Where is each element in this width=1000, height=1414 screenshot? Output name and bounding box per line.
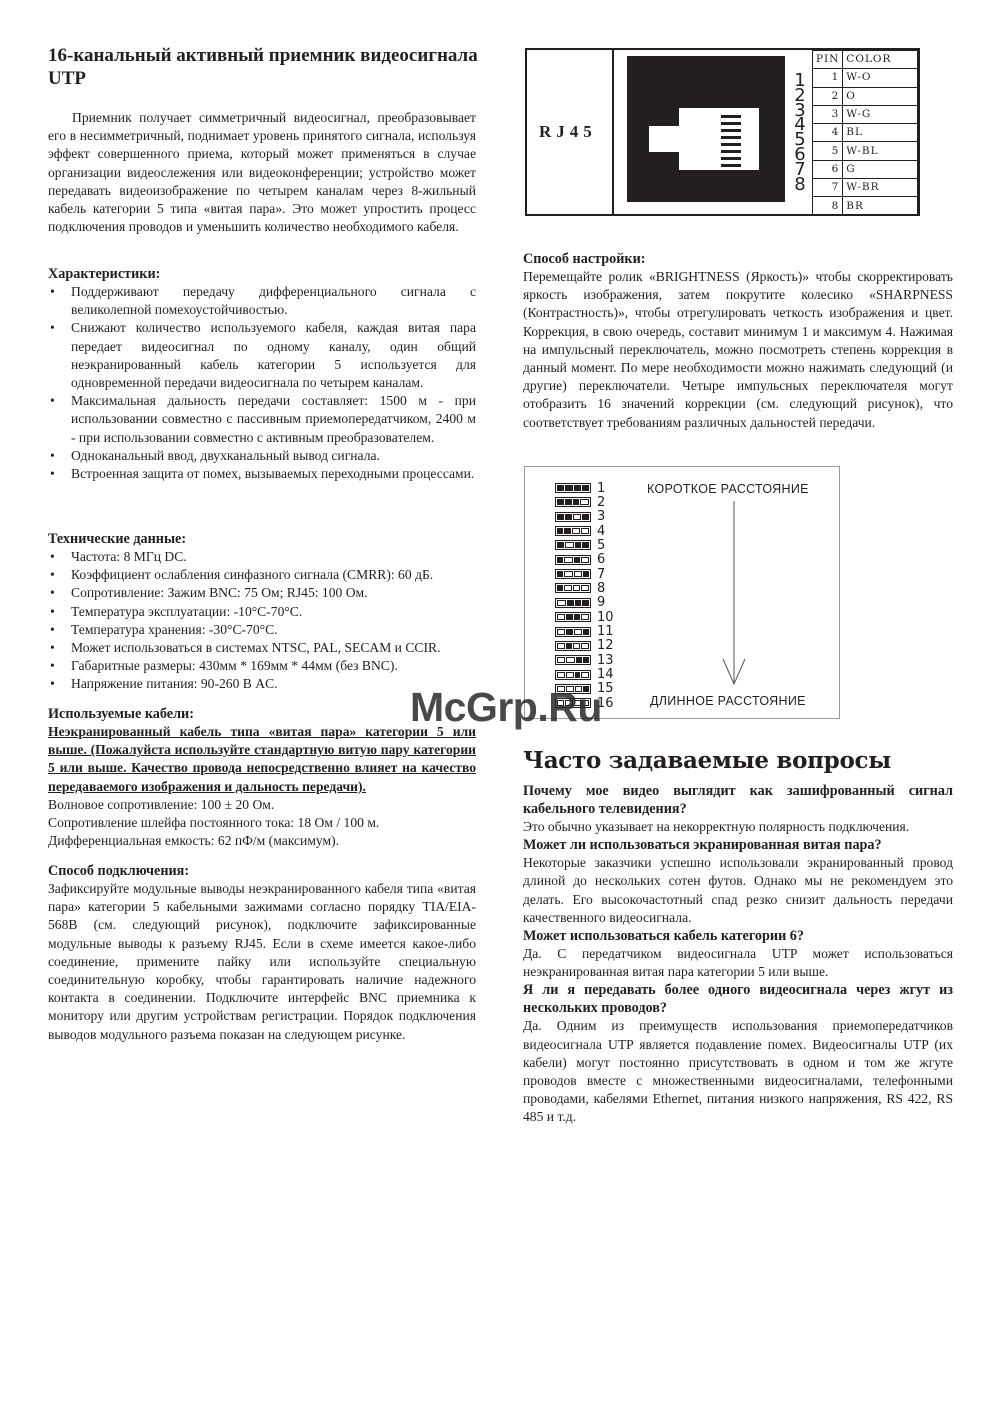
cables-line: Сопротивление шлейфа постоянного тока: 18 Ом / 100 м.: [48, 815, 380, 831]
switch-row: [555, 668, 614, 682]
pin-cell: 5: [813, 142, 843, 160]
color-cell: W-BR: [843, 179, 918, 197]
table-row: [813, 69, 918, 87]
table-header-row: [813, 51, 918, 69]
faq-answer: Некоторые заказчики успешно использовали экранированный провод длиной до нескольких сотен футов. Однако мы не рекомендуем это делать. Его высокочастотный спад резко снизит дальность передачи качественного видеосигнала.: [523, 855, 953, 925]
switch-row: [555, 495, 605, 509]
list-item: • Одноканальный ввод, двухканальный вывод сигнала.: [48, 447, 476, 465]
dip-switch-icon: [555, 598, 591, 608]
table-row: [813, 160, 918, 178]
table-row: [813, 124, 918, 142]
list-item: • Температура эксплуатации: -10°C-70°C.: [48, 603, 476, 621]
long-distance-label: ДЛИННОЕ РАССТОЯНИЕ: [650, 694, 806, 708]
faq-answer: Да. Одним из преимуществ использования приемопередатчиков видеосигнала UTP является подавление помех. Видеосигналы UTP (их кабели) могут постоянно присутствовать в одном и том же жгуте проводов вместе с множественными видеосигналами, телефонными проводами, кабелями Ethernet, питания низкого напряжения, RS 422, RS 485 и т.д.: [523, 1018, 953, 1125]
dip-switch-icon: [555, 569, 591, 579]
dip-switch-icon: [555, 555, 591, 565]
pin-header: PIN: [813, 51, 843, 69]
page-title: 16-канальный активный приемник видеосигнала UTP: [48, 45, 478, 89]
color-cell: BR: [843, 197, 918, 215]
list-item: • Сопротивление: Зажим BNC: 75 Ом; RJ45: 100 Ом.: [48, 584, 476, 602]
switch-number: 13: [597, 652, 614, 668]
switch-row: [555, 553, 605, 567]
switch-number: 10: [597, 609, 614, 625]
list-item: • Поддерживают передачу дифференциального сигнала с великолепной помехоустойчивостью.: [48, 283, 476, 319]
rj45-connector-icon: [627, 56, 787, 202]
switch-row: [555, 481, 605, 495]
switch-row: [555, 538, 605, 552]
color-cell: BL: [843, 124, 918, 142]
pin-cell: 3: [813, 105, 843, 123]
faq-answer: Это обычно указывает на некорректную полярность подключения.: [523, 819, 910, 834]
dip-switch-icon: [555, 512, 591, 522]
switch-row: [555, 639, 614, 653]
faq-question: Может ли использоваться экранированная витая пара?: [523, 837, 882, 854]
specs-heading: Технические данные:: [48, 531, 187, 547]
connection-heading: Способ подключения:: [48, 863, 190, 879]
pin-number: 6: [794, 143, 806, 165]
switch-number: 4: [597, 523, 606, 539]
pin-cell: 8: [813, 197, 843, 215]
color-header: COLOR: [843, 51, 918, 69]
faq-question: Может использоваться кабель категории 6?: [523, 928, 804, 945]
switch-number: 12: [597, 638, 614, 654]
switch-number: 5: [597, 537, 606, 553]
pin-cell: 1: [813, 69, 843, 87]
list-item: • Коэффициент ослабления синфазного сигнала (CMRR): 60 дБ.: [48, 566, 476, 584]
features-heading: Характеристики:: [48, 266, 161, 282]
specs-list: [48, 548, 476, 694]
dip-switch-icon: [555, 627, 591, 637]
pin-number: 3: [794, 99, 806, 121]
list-item: • Максимальная дальность передачи составляет: 1500 м - при использовании совместно с пассивным приемопередатчиком, 2400 м - при использовании совместно с активным преобразователем.: [48, 392, 476, 447]
list-item: • Температура хранения: -30°C-70°C.: [48, 621, 476, 639]
pin-cell: 2: [813, 87, 843, 105]
watermark: McGrp.Ru: [410, 684, 602, 730]
color-cell: W-O: [843, 69, 918, 87]
switch-number: 3: [597, 509, 606, 525]
switch-row: [555, 524, 605, 538]
dip-switch-icon: [555, 612, 591, 622]
pin-number: 8: [794, 173, 806, 195]
color-cell: W-G: [843, 105, 918, 123]
pin-cell: 7: [813, 179, 843, 197]
switch-row: [555, 567, 605, 581]
switch-row: [555, 610, 614, 624]
setup-heading: Способ настройки:: [523, 251, 646, 267]
dip-switch-icon: [555, 540, 591, 550]
switch-number: 9: [597, 595, 606, 611]
switch-row: [555, 510, 605, 524]
table-row: [813, 142, 918, 160]
dip-switch-icon: [555, 497, 591, 507]
list-item: • Габаритные размеры: 430мм * 169мм * 44мм (без BNC).: [48, 657, 476, 675]
dip-switch-icon: [555, 526, 591, 536]
color-cell: W-BL: [843, 142, 918, 160]
dip-switch-icon: [555, 641, 591, 651]
switch-row: [555, 581, 605, 595]
switch-number: 8: [597, 580, 606, 596]
faq-section: [523, 782, 953, 1127]
list-item: • Снижают количество используемого кабеля, каждая витая пара передает видеосигнал по одному каналу, один общий неэкранированный кабель категории 5 используется для одновременной передачи видеосигнала по четырем каналам.: [48, 319, 476, 392]
switch-number: 16: [597, 695, 614, 711]
switch-row: [555, 625, 614, 639]
table-row: [813, 105, 918, 123]
color-cell: G: [843, 160, 918, 178]
short-distance-label: КОРОТКОЕ РАССТОЯНИЕ: [647, 482, 809, 496]
pin-color-table: [812, 50, 918, 216]
pin-number: 7: [794, 158, 806, 180]
pin-number: 2: [794, 84, 806, 106]
switch-number: 11: [597, 624, 614, 639]
switch-number: 15: [597, 681, 614, 697]
rj45-label: RJ45: [539, 122, 597, 141]
setup-section: [523, 250, 953, 432]
table-row: [813, 87, 918, 105]
list-item: • Напряжение питания: 90-260 В AC.: [48, 675, 476, 693]
list-item: • Частота: 8 МГц DC.: [48, 548, 476, 566]
faq-title: Часто задаваемые вопросы: [523, 747, 891, 774]
switch-row: [555, 596, 605, 610]
dip-switch-icon: [555, 670, 591, 680]
pin-cell: 6: [813, 160, 843, 178]
faq-question: Я ли я передавать более одного видеосигнала через жгут из нескольких проводов?: [523, 982, 953, 1017]
pin-number-column: [790, 70, 810, 195]
faq-question: Почему мое видео выглядит как зашифрованный сигнал кабельного телевидения?: [523, 783, 953, 817]
switch-number: 2: [597, 494, 606, 510]
list-item: • Встроенная защита от помех, вызываемых переходными процессами.: [48, 465, 476, 483]
connection-section: [48, 862, 476, 1044]
pin-cell: 4: [813, 124, 843, 142]
arrow-down-icon: [720, 499, 748, 689]
cables-line: Дифференциальная емкость: 62 пФ/м (максимум).: [48, 833, 340, 849]
switch-number: 6: [597, 552, 606, 568]
switch-number: 1: [597, 480, 606, 496]
dip-switch-icon: [555, 655, 591, 665]
switch-number: 7: [597, 566, 606, 582]
setup-text: Перемещайте ролик «BRIGHTNESS (Яркость)» чтобы скорректировать яркость изображения, затем покрутите колесико «SHARPNESS (Контрастность)», чтобы отрегулировать четкость изображения и цвет. Коррекция, в свою очередь, составит минимум 1 и максимум 4. Нажимая на импульсный переключатель, можно посмотреть степень коррекция в данный момент. По мере необходимости можно нажимать следующий (и другие) переключатели. Четыре импульсных переключателя могут отобразить 16 значений коррекции (см. следующий рисунок), что соответствует требованиям различных дальностей передачи.: [523, 269, 953, 430]
list-item: • Может использоваться в системах NTSC, PAL, SECAM и CCIR.: [48, 639, 476, 657]
dip-switch-icon: [555, 583, 591, 593]
switch-row: [555, 653, 614, 667]
cables-heading: Используемые кабели:: [48, 706, 194, 722]
pin-number: 1: [794, 70, 806, 91]
switch-diagram: [524, 466, 840, 719]
features-list: [48, 283, 476, 483]
table-row: [813, 179, 918, 197]
intro-paragraph: Приемник получает симметричный видеосигнал, преобразовывает его в несимметричный, поднимает уровень принятого сигнала, используя эффект совершенного приема, который может применяться в случае организации видеослежения или видеоконференции; устройство может передавать видеоизображение по четырем каналам через 8-жильный кабель категории 5 типа «витая пара». Это может упростить процесс подключения проводов и уменьшить количество необходимого кабеля.: [48, 110, 476, 235]
color-cell: O: [843, 87, 918, 105]
switch-number: 14: [597, 667, 614, 683]
cables-note: Неэкранированный кабель типа «витая пара» категории 5 или выше. (Пожалуйста используйте стандартную витую пару категории 5 или выше. Качество провода непосредственно влияет на качество передаваемого изображения и дальность передачи).: [48, 724, 476, 794]
specs-section: [48, 530, 476, 694]
features-section: [48, 265, 476, 483]
dip-switch-icon: [555, 483, 591, 493]
pin-number: 5: [794, 129, 806, 151]
faq-answer: Да. С передатчиком видеосигнала UTP может использоваться неэкранированная витая пара категории 5 или выше.: [523, 946, 953, 980]
pin-number: 4: [794, 114, 806, 136]
connection-text: Зафиксируйте модульные выводы неэкранированного кабеля типа «витая пара» категории 5 кабельными зажимами согласно порядку TIA/EIA-568B (см. следующий рисунок), подключите зафиксированные модульные выводы к разъему RJ45. Если в схеме имеется какое-либо соединение, примените пайку или используйте специальную соединительную коробку, чтобы гарантировать наличие надежного контакта в соединении. Подключите интерфейс BNC приемника к монитору или другим устройствам регистрации. Порядок подключения выводов модульного разъема показан на следующем рисунке.: [48, 881, 476, 1042]
divider: [612, 50, 614, 214]
table-row: [813, 197, 918, 215]
cables-line: Волновое сопротивление: 100 ± 20 Ом.: [48, 796, 275, 812]
rj45-diagram: [525, 48, 920, 216]
